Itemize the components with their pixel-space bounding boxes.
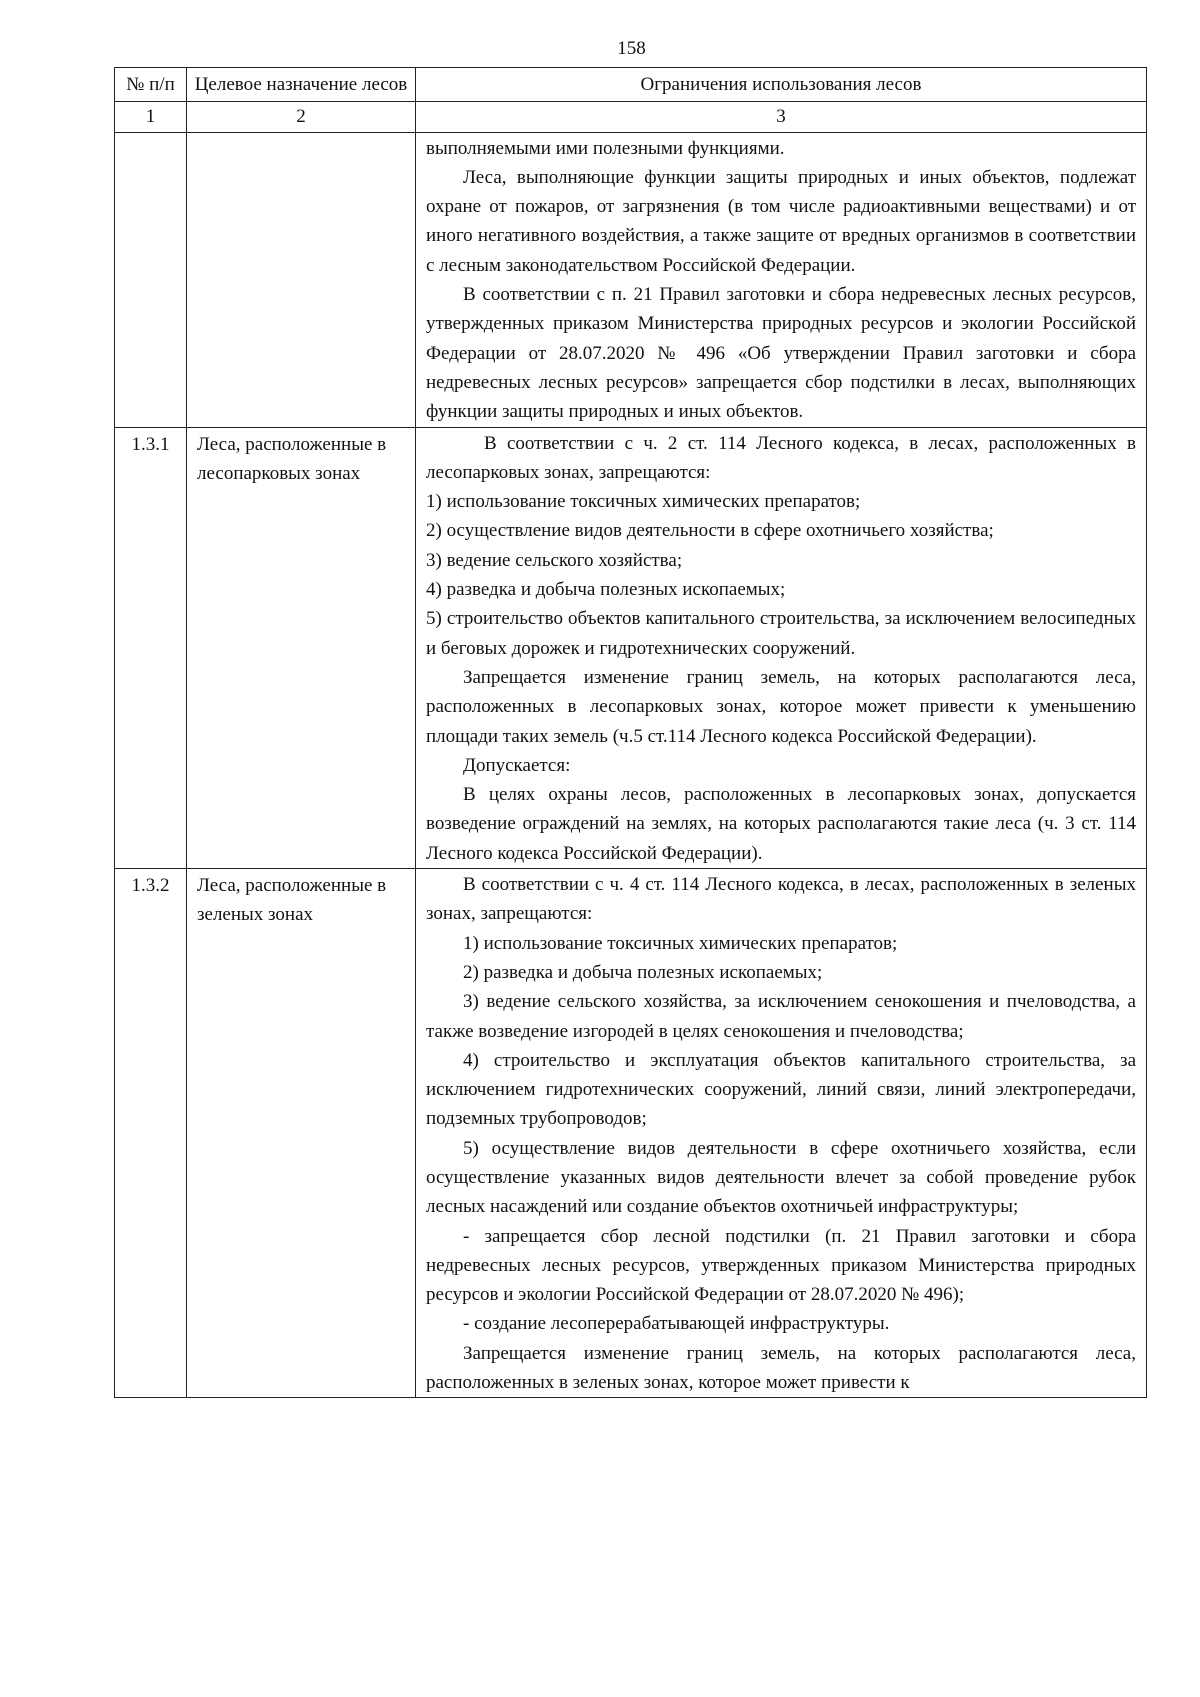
column-number: 2 <box>187 102 416 132</box>
paragraph: Леса, выполняющие функции защиты природных и иных объектов, подлежат охране от пожаров, от загрязнения (в том числе радиоактивными веществами) и от иного негативного воздействия, а также защите от вредных организмов в соответствии с лесным законодательством Российской Федерации. <box>426 166 1136 276</box>
header-restrictions: Ограничения использования лесов <box>416 68 1147 102</box>
row-restrictions <box>416 132 1147 427</box>
paragraph: 1) использование токсичных химических препаратов; <box>426 491 861 513</box>
paragraph: В соответствии с ч. 4 ст. 114 Лесного кодекса, в лесах, расположенных в зеленых зонах, запрещаются: <box>426 874 1136 925</box>
row-number: 1.3.2 <box>115 869 187 1398</box>
row-number: 1.3.1 <box>115 427 187 868</box>
paragraph: Запрещается изменение границ земель, на которых располагаются леса, расположенных в зеленых зонах, которое может привести к <box>426 1342 1136 1394</box>
table-row <box>115 427 1147 868</box>
paragraph: В соответствии с п. 21 Правил заготовки и сбора недревесных лесных ресурсов, утвержденных приказом Министерства природных ресурсов и экологии Российской Федерации от 28.07.2020 № 496 «Об утверждении Правил заготовки и сбора недревесных лесных ресурсов» запрещается сбор подстилки в лесах, выполняющих функции защиты природных и иных объектов. <box>426 284 1136 423</box>
row-purpose <box>187 132 416 427</box>
row-purpose: Леса, расположенные в зеленых зонах <box>187 869 416 1398</box>
paragraph: Допускается: <box>463 754 571 776</box>
paragraph: - создание лесоперерабатывающей инфраструктуры. <box>463 1313 890 1335</box>
paragraph: В соответствии с ч. 2 ст. 114 Лесного кодекса, в лесах, расположенных в лесопарковых зонах, запрещаются: <box>426 432 1136 483</box>
table-header-row <box>115 68 1147 102</box>
header-purpose: Целевое назначение лесов <box>187 68 416 102</box>
column-number: 3 <box>416 102 1147 132</box>
paragraph: Запрещается изменение границ земель, на которых располагаются леса, расположенных в лесопарковых зонах, которое может привести к уменьшению площади таких земель (ч.5 ст.114 Лесного кодекса Российской Федерации). <box>426 666 1136 747</box>
paragraph: 1) использование токсичных химических препаратов; <box>463 932 898 954</box>
page-number: 158 <box>617 38 646 59</box>
paragraph: 4) строительство и эксплуатация объектов капитального строительства, за исключением гидротехнических сооружений, линий связи, линий электропередачи, подземных трубопроводов; <box>426 1049 1136 1130</box>
paragraph: В целях охраны лесов, расположенных в лесопарковых зонах, допускается возведение ограждений на землях, на которых располагаются такие леса (ч. 3 ст. 114 Лесного кодекса Российской Федерации). <box>426 784 1136 864</box>
table-row <box>115 869 1147 1398</box>
paragraph: 4) разведка и добыча полезных ископаемых; <box>426 579 786 601</box>
table-row <box>115 132 1147 427</box>
paragraph: 5) строительство объектов капитального строительства, за исключением велосипедных и беговых дорожек и гидротехнических сооружений. <box>426 608 1136 659</box>
row-purpose: Леса, расположенные в лесопарковых зонах <box>187 427 416 868</box>
paragraph: - запрещается сбор лесной подстилки (п. 21 Правил заготовки и сбора недревесных лесных ресурсов, утвержденных приказом Министерства природных ресурсов и экологии Российской Федерации от 28.07.2020 № 496); <box>426 1225 1136 1306</box>
row-restrictions <box>416 427 1147 868</box>
forest-restrictions-table <box>114 67 1147 1398</box>
column-number: 1 <box>115 102 187 132</box>
column-numbers-row <box>115 102 1147 132</box>
row-restrictions <box>416 869 1147 1398</box>
paragraph: 3) ведение сельского хозяйства, за исключением сенокошения и пчеловодства, а также возведение изгородей в целях сенокошения и пчеловодства; <box>426 991 1136 1042</box>
paragraph: 2) разведка и добыча полезных ископаемых; <box>463 961 823 983</box>
paragraph: 2) осуществление видов деятельности в сфере охотничьего хозяйства; <box>426 520 994 542</box>
paragraph: 3) ведение сельского хозяйства; <box>426 549 683 571</box>
paragraph: выполняемыми ими полезными функциями. <box>426 137 785 159</box>
row-number <box>115 132 187 427</box>
header-number: № п/п <box>115 68 187 102</box>
paragraph: 5) осуществление видов деятельности в сфере охотничьего хозяйства, если осуществление указанных видов деятельности влечет за собой проведение рубок лесных насаждений или создание объектов охотничьей инфраструктуры; <box>426 1137 1136 1218</box>
